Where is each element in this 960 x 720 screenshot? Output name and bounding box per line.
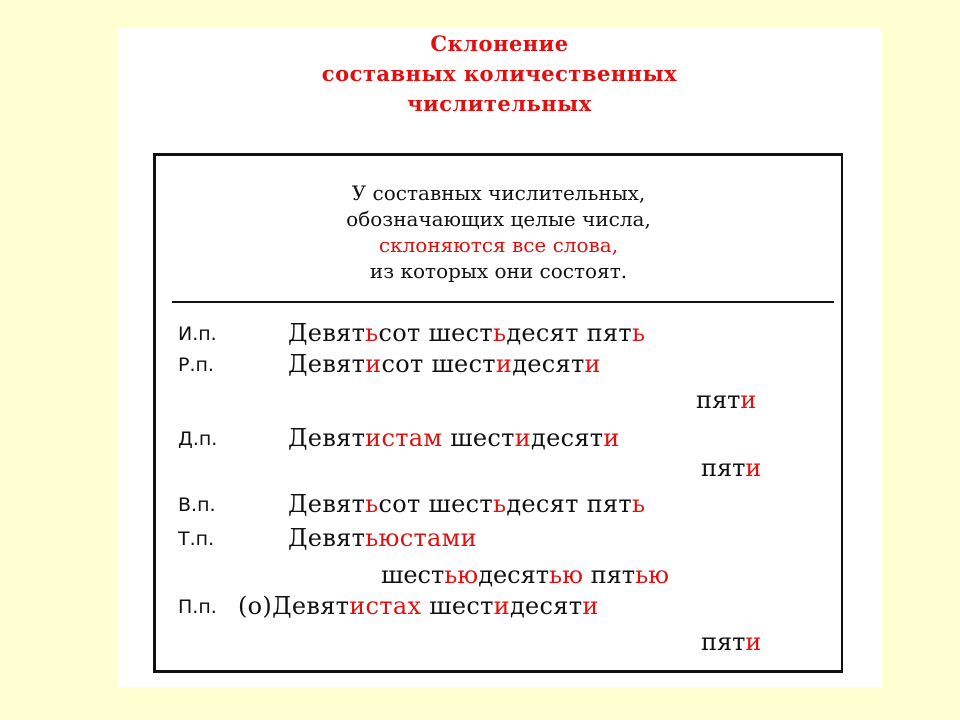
numeral-form — [288, 490, 645, 518]
case-label: Р.п. — [178, 354, 214, 376]
case-row — [156, 592, 841, 626]
ending: ь — [365, 319, 379, 347]
rule-line-highlight: склоняются все слова, — [378, 233, 619, 257]
stem: Девят — [272, 592, 350, 620]
title-line: составных количественных — [321, 61, 678, 86]
stem: десят — [512, 350, 585, 378]
stem: Девят — [288, 524, 366, 552]
case-row — [156, 424, 841, 458]
rule-statement — [156, 180, 841, 284]
slide-title — [117, 29, 882, 119]
ending: и — [514, 424, 532, 452]
ending: и — [582, 592, 599, 620]
case-row — [156, 490, 841, 524]
case-row — [156, 524, 841, 558]
stem: десят пят — [506, 490, 632, 518]
stem: Девят — [288, 319, 366, 347]
case-label: П.п. — [178, 596, 217, 618]
rule-line: из которых они состоят. — [369, 259, 628, 283]
stem: пят — [701, 628, 746, 656]
numeral-form — [288, 424, 620, 452]
stem: десят — [478, 561, 550, 589]
stem: сот шест — [378, 490, 493, 518]
ending: и — [584, 350, 601, 378]
ending: ь — [631, 490, 646, 518]
preposition: (о) — [238, 592, 273, 620]
stem: шест — [421, 592, 494, 620]
ending: и — [740, 386, 757, 414]
numeral-form — [288, 524, 477, 552]
stem: пят — [583, 561, 636, 589]
stem: шест — [442, 424, 515, 452]
case-row — [156, 319, 841, 353]
stem: сот шест — [381, 350, 496, 378]
ending: и — [603, 424, 620, 452]
ending: ь — [365, 490, 379, 518]
ending: ью — [635, 561, 670, 589]
rule-box — [153, 153, 843, 673]
numeral-form — [288, 319, 645, 347]
stem: десят — [531, 424, 604, 452]
ending: и — [365, 350, 382, 378]
numeral-form-continuation — [696, 386, 756, 414]
ending: истам — [365, 424, 443, 452]
title-line: числительных — [407, 91, 592, 116]
ending: и — [745, 454, 762, 482]
case-label: Т.п. — [178, 528, 215, 550]
ending: ь — [492, 490, 507, 518]
slide — [117, 27, 882, 687]
numeral-form — [288, 350, 601, 378]
ending: истах — [349, 592, 422, 620]
ending: ью — [549, 561, 584, 589]
divider — [172, 301, 834, 303]
rule-line: обозначающих целые числа, — [346, 207, 651, 231]
ending: ь — [631, 319, 646, 347]
title-line: Склонение — [430, 31, 569, 56]
stem: шест — [381, 561, 445, 589]
ending: и — [493, 592, 510, 620]
ending: ьюстами — [365, 524, 477, 552]
ending: ью — [444, 561, 479, 589]
case-label: В.п. — [178, 494, 216, 516]
case-row — [156, 350, 841, 384]
ending: и — [495, 350, 513, 378]
stem: Девят — [288, 490, 366, 518]
ending: и — [745, 628, 762, 656]
numeral-form-continuation — [701, 628, 761, 656]
case-label: Д.п. — [178, 428, 218, 450]
numeral-form-continuation — [381, 561, 669, 589]
numeral-form — [238, 592, 599, 620]
stem: пят — [696, 386, 741, 414]
stem: десят — [509, 592, 583, 620]
stem: сот шест — [378, 319, 493, 347]
case-label: И.п. — [178, 323, 217, 345]
rule-line: У составных числительных, — [351, 181, 646, 205]
ending: ь — [492, 319, 507, 347]
stem: пят — [701, 454, 746, 482]
numeral-form-continuation — [701, 454, 761, 482]
stem: Девят — [288, 424, 366, 452]
stem: десят пят — [506, 319, 632, 347]
stem: Девят — [288, 350, 366, 378]
